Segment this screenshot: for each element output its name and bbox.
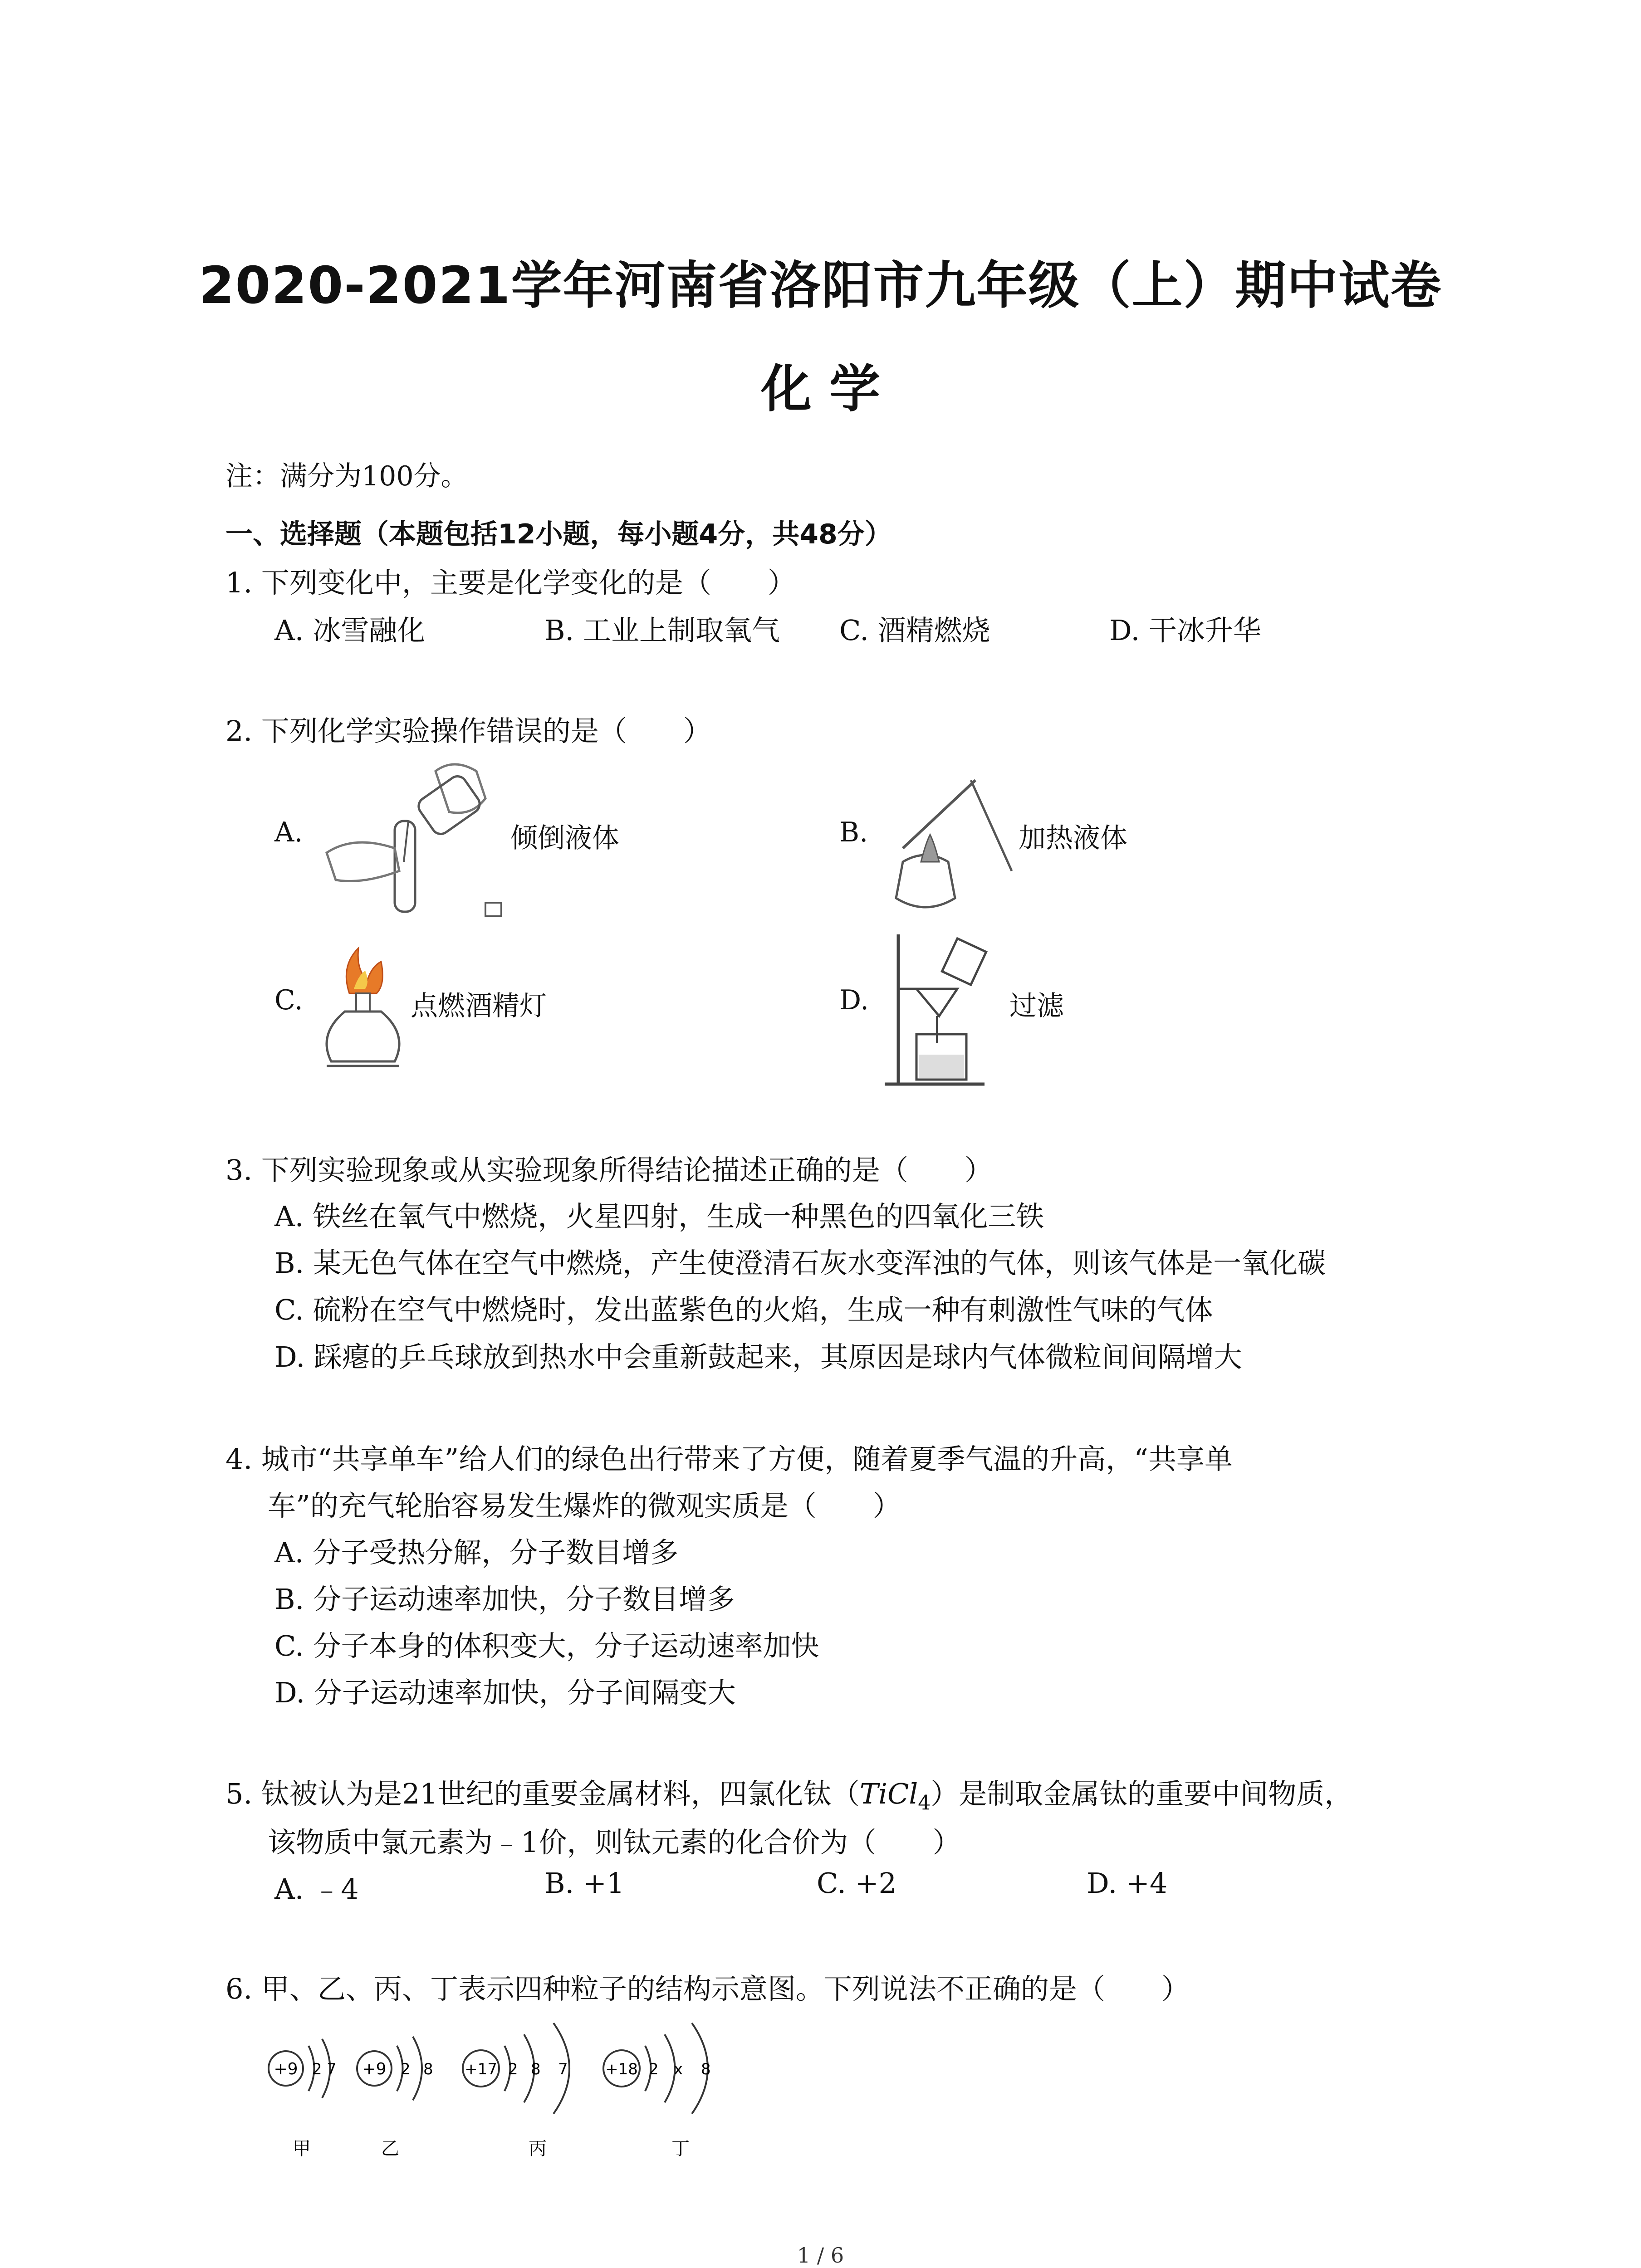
subject-title: 化 学 xyxy=(761,360,880,419)
question-4-stem-line1: 4. 城市“共享单车”给人们的绿色出行带来了方便，随着夏季气温的升高，“共享单 xyxy=(225,1442,1233,1476)
q4-option-c: C. 分子本身的体积变大，分子运动速率加快 xyxy=(274,1629,819,1662)
q2-option-c-caption: 点燃酒精灯 xyxy=(411,990,547,1022)
filtration-apparatus-icon xyxy=(885,930,994,1093)
q2-option-b-letter: B. xyxy=(839,816,868,848)
q5-stem-part1: 5. 钛被认为是21世纪的重要金属材料，四氯化钛（ xyxy=(225,1777,860,1810)
particle-jia-nucleus: +9 xyxy=(274,2060,298,2078)
q3-option-b: B. 某无色气体在空气中燃烧，产生使澄清石灰水变浑浊的气体，则该气体是一氧化碳 xyxy=(274,1246,1326,1280)
question-1-stem: 1. 下列变化中，主要是化学变化的是（ ） xyxy=(225,566,796,599)
question-6-stem: 6. 甲、乙、丙、丁表示四种粒子的结构示意图。下列说法不正确的是（ ） xyxy=(225,1972,1190,2005)
particle-yi-nucleus: +9 xyxy=(362,2060,387,2078)
formula-subscript: 4 xyxy=(918,1791,931,1815)
exam-title: 2020-2021学年河南省洛阳市九年级（上）期中试卷 xyxy=(199,256,1442,315)
q1-option-d: D. 干冰升华 xyxy=(1109,614,1261,647)
particle-ding-nucleus: +18 xyxy=(605,2060,638,2078)
q4-option-a: A. 分子受热分解，分子数目增多 xyxy=(274,1536,679,1569)
q5-option-c: C. +2 xyxy=(817,1867,897,1900)
particle-bing-shell-3: 7 xyxy=(558,2060,568,2078)
particle-bing-label: 丙 xyxy=(529,2138,547,2159)
q1-option-b: B. 工业上制取氧气 xyxy=(544,614,780,647)
q2-option-d-letter: D. xyxy=(839,984,869,1016)
q3-option-d: D. 踩瘪的乒乓球放到热水中会重新鼓起来，其原因是球内气体微粒间间隔增大 xyxy=(274,1340,1242,1374)
question-4-stem-line2: 车”的充气轮胎容易发生爆炸的微观实质是（ ） xyxy=(268,1489,901,1522)
q5-option-b: B. +1 xyxy=(544,1867,625,1900)
question-5-stem-line1 xyxy=(225,1771,1352,1814)
particle-jia xyxy=(269,2039,337,2159)
section-heading: 一、选择题（本题包括12小题，每小题4分，共48分） xyxy=(225,518,892,550)
q5-option-a: A. ﹣4 xyxy=(274,1872,359,1906)
particle-jia-shell-1: 2 xyxy=(312,2060,322,2078)
q2-option-a-caption: 倾倒液体 xyxy=(510,822,619,854)
q2-option-a-letter: A. xyxy=(274,816,303,848)
q4-option-b: B. 分子运动速率加快，分子数目增多 xyxy=(274,1583,735,1616)
q5-option-d: D. +4 xyxy=(1087,1867,1168,1900)
question-2-stem: 2. 下列化学实验操作错误的是（ ） xyxy=(225,714,711,748)
pouring-liquid-icon xyxy=(318,753,513,934)
titanium-chloride-formula: TiCl xyxy=(859,1777,918,1810)
particle-ding-shell-1: 2 xyxy=(649,2060,659,2078)
particle-ding-shell-2: x xyxy=(674,2060,683,2078)
particle-bing-shell-2: 8 xyxy=(531,2060,541,2078)
q3-option-a: A. 铁丝在氧气中燃烧，火星四射，生成一种黑色的四氧化三铁 xyxy=(274,1200,1044,1233)
page-number: 1 / 6 xyxy=(797,2243,844,2268)
q1-option-c: C. 酒精燃烧 xyxy=(839,614,990,647)
particle-ding-shell-3: 8 xyxy=(701,2060,711,2078)
particle-jia-shell-2: 7 xyxy=(327,2060,337,2078)
score-note: 注：满分为100分。 xyxy=(225,460,468,492)
particle-bing-nucleus: +17 xyxy=(465,2060,497,2078)
question-3-stem: 3. 下列实验现象或从实验现象所得结论描述正确的是（ ） xyxy=(225,1154,993,1187)
q2-option-c-letter: C. xyxy=(274,984,303,1016)
q1-option-a: A. 冰雪融化 xyxy=(274,614,426,647)
particle-structure-diagrams xyxy=(254,2009,753,2164)
particle-bing-shell-1: 2 xyxy=(508,2060,518,2078)
heating-liquid-icon xyxy=(885,771,1021,916)
particle-yi xyxy=(357,2037,433,2159)
particle-yi-label: 乙 xyxy=(381,2138,399,2159)
particle-ding-label: 丁 xyxy=(671,2138,690,2159)
q4-option-d: D. 分子运动速率加快，分子间隔变大 xyxy=(274,1676,736,1709)
q2-option-b-caption: 加热液体 xyxy=(1019,822,1127,854)
particle-yi-shell-1: 2 xyxy=(401,2060,411,2078)
alcohol-lamp-icon xyxy=(318,943,408,1075)
particle-yi-shell-2: 8 xyxy=(423,2060,433,2078)
q2-option-d-caption: 过滤 xyxy=(1009,990,1064,1022)
particle-jia-label: 甲 xyxy=(293,2138,311,2159)
particle-ding xyxy=(603,2023,711,2159)
particle-bing xyxy=(463,2023,569,2159)
question-5-stem-line2: 该物质中氯元素为﹣1价，则钛元素的化合价为（ ） xyxy=(268,1826,961,1859)
q5-stem-part2: ）是制取金属钛的重要中间物质， xyxy=(931,1777,1353,1810)
q3-option-c: C. 硫粉在空气中燃烧时，发出蓝紫色的火焰，生成一种有刺激性气味的气体 xyxy=(274,1293,1213,1326)
